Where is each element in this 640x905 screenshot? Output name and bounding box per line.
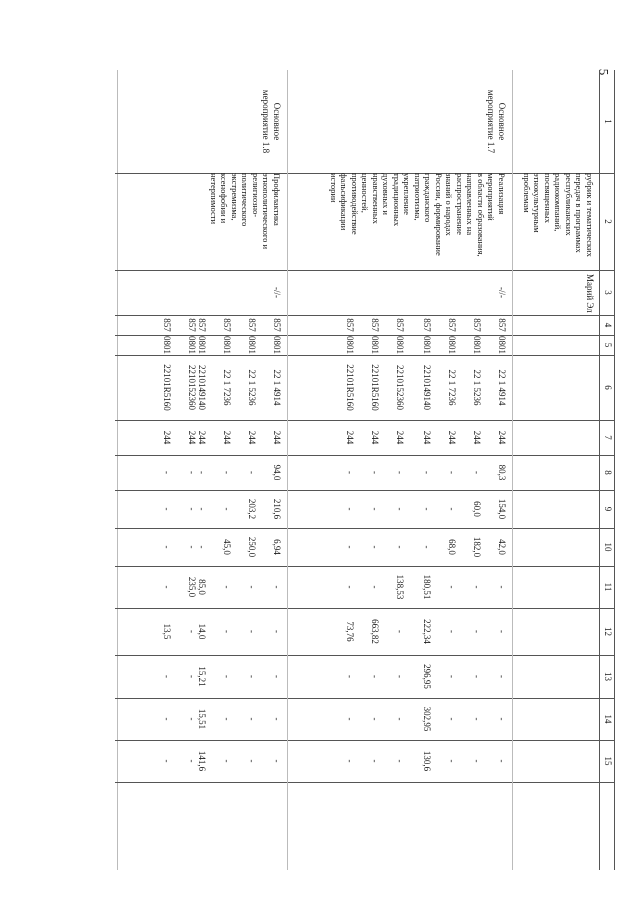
table-cell: 244 bbox=[187, 430, 197, 445]
table-cell: 154,0 bbox=[497, 498, 507, 520]
table-cell: 244 bbox=[447, 430, 457, 445]
table-cell: 250,0 bbox=[247, 536, 257, 558]
table-cell: - bbox=[497, 717, 507, 721]
table-cell: 0801 bbox=[497, 336, 507, 354]
table-cell: - bbox=[345, 585, 355, 589]
table-cell: - bbox=[345, 717, 355, 721]
table-cell: 80,3 bbox=[497, 464, 507, 481]
table-cell: - bbox=[370, 585, 380, 589]
table-cell: 857 bbox=[345, 318, 355, 332]
table-cell: - bbox=[422, 471, 432, 474]
table-cell: - bbox=[497, 675, 507, 678]
table-cell: 244 bbox=[497, 430, 507, 445]
table-cell: - bbox=[162, 545, 172, 549]
column-header: 6 bbox=[603, 385, 613, 390]
description-line: России, формирование bbox=[434, 173, 444, 256]
table-cell: - bbox=[197, 507, 207, 511]
table-cell: 22 1 4914 bbox=[272, 369, 282, 406]
table-cell: 0801 bbox=[395, 336, 405, 354]
table-cell: - bbox=[447, 471, 457, 474]
description-line: Реализация bbox=[497, 173, 507, 215]
table-cell: - bbox=[472, 630, 482, 633]
table-cell: 235,0 bbox=[187, 576, 197, 598]
table-cell: - bbox=[222, 759, 232, 763]
table-cell: 0801 bbox=[272, 336, 282, 354]
table-cell: - bbox=[187, 759, 197, 763]
description-line: распространение bbox=[455, 173, 465, 235]
description-line: религиозно- bbox=[251, 173, 261, 218]
table-cell: 141,6 bbox=[197, 750, 207, 772]
description-line: политического bbox=[240, 173, 251, 227]
table-cell: - bbox=[187, 675, 197, 678]
table-cell: 857 bbox=[395, 318, 405, 332]
table-cell: 22101R5160 bbox=[345, 364, 355, 411]
table-cell: 244 bbox=[395, 430, 405, 445]
executor: -//- bbox=[497, 287, 507, 298]
table-cell: - bbox=[395, 759, 405, 763]
table-cell: 857 bbox=[222, 318, 232, 332]
continuation-desc-line: посвященных bbox=[543, 173, 553, 223]
table-cell: 0801 bbox=[197, 336, 207, 354]
table-cell: - bbox=[497, 759, 507, 763]
table-cell: - bbox=[370, 675, 380, 678]
table-cell: 302,95 bbox=[422, 706, 432, 732]
header-bottom-border bbox=[599, 70, 600, 870]
table-cell: - bbox=[370, 717, 380, 721]
description-line: знаний о народах bbox=[444, 173, 455, 236]
table-cell: - bbox=[222, 471, 232, 474]
budget-table bbox=[115, 70, 615, 870]
table-cell: - bbox=[395, 675, 405, 678]
table-cell: - bbox=[187, 630, 197, 633]
table-cell: 0801 bbox=[422, 336, 432, 354]
description-line: духовных и bbox=[381, 173, 392, 215]
column-header: 15 bbox=[603, 756, 613, 766]
column-border bbox=[115, 782, 615, 783]
table-cell: - bbox=[370, 545, 380, 549]
column-header: 3 bbox=[603, 290, 613, 295]
table-cell: - bbox=[197, 471, 207, 474]
column-header: 10 bbox=[603, 542, 613, 552]
table-cell: 2210149140 bbox=[197, 365, 207, 410]
table-cell: - bbox=[345, 545, 355, 549]
continuation-desc-line: проблемам bbox=[522, 173, 532, 213]
table-cell: 22 1 7236 bbox=[222, 369, 232, 406]
description-line: традиционных bbox=[392, 173, 402, 227]
table-cell: - bbox=[187, 545, 197, 549]
table-cell: - bbox=[370, 507, 380, 511]
table-cell: 0801 bbox=[370, 336, 380, 354]
table-cell: - bbox=[272, 675, 282, 678]
table-cell: 45,0 bbox=[222, 539, 232, 555]
table-cell: - bbox=[472, 759, 482, 763]
table-cell: - bbox=[187, 471, 197, 474]
table-cell: - bbox=[247, 717, 257, 721]
table-cell: 182,0 bbox=[472, 536, 482, 558]
table-cell: 85,0 bbox=[197, 579, 207, 595]
table-cell: 244 bbox=[162, 430, 172, 445]
table-cell: - bbox=[222, 585, 232, 589]
table-cell: - bbox=[272, 630, 282, 633]
table-cell: 857 bbox=[162, 318, 172, 332]
continuation-desc bbox=[522, 173, 596, 268]
table-cell: - bbox=[162, 507, 172, 511]
table-cell: 857 bbox=[447, 318, 457, 332]
row-separator bbox=[512, 70, 513, 870]
table-cell: - bbox=[472, 717, 482, 721]
table-cell: 857 bbox=[422, 318, 432, 332]
table-cell: 180,51 bbox=[422, 574, 432, 600]
table-cell: - bbox=[222, 507, 232, 511]
table-cell: - bbox=[162, 585, 172, 589]
table-cell: - bbox=[497, 630, 507, 633]
table-cell: - bbox=[345, 507, 355, 511]
table-cell: 94,0 bbox=[272, 464, 282, 481]
table-cell: 22 1 5236 bbox=[247, 369, 257, 406]
measure-name: мероприятие 1.7 bbox=[486, 89, 496, 154]
column-header: 9 bbox=[603, 506, 613, 512]
continuation-desc-line: республиканских bbox=[564, 173, 574, 236]
table-cell: 73,76 bbox=[345, 621, 355, 642]
table-cell: 15,51 bbox=[197, 708, 207, 730]
description-line: ценностей, bbox=[360, 173, 371, 213]
table-cell: 0801 bbox=[247, 336, 257, 354]
table-cell: 0801 bbox=[472, 336, 482, 354]
table-cell: - bbox=[162, 471, 172, 474]
table-cell: - bbox=[370, 759, 380, 763]
table-cell: 15,21 bbox=[197, 666, 207, 687]
table-cell: - bbox=[345, 471, 355, 474]
table-cell: - bbox=[422, 507, 432, 511]
table-cell: - bbox=[370, 471, 380, 474]
table-cell: - bbox=[447, 507, 457, 511]
table-cell: - bbox=[162, 759, 172, 763]
table-cell: 0801 bbox=[187, 336, 197, 354]
table-cell: - bbox=[472, 675, 482, 678]
executor: -//- bbox=[272, 287, 282, 298]
table-cell: 2210152360 bbox=[395, 365, 405, 410]
table-cell: 2210149140 bbox=[422, 365, 432, 410]
table-cell: 857 bbox=[497, 318, 507, 332]
table-cell: - bbox=[222, 630, 232, 633]
table-cell: - bbox=[395, 507, 405, 511]
column-header: 13 bbox=[603, 672, 613, 681]
table-cell: - bbox=[472, 471, 482, 474]
table-cell: - bbox=[345, 759, 355, 763]
table-cell: 857 bbox=[187, 318, 197, 332]
table-cell: 244 bbox=[422, 430, 432, 445]
table-cell: 0801 bbox=[345, 336, 355, 354]
column-header: 7 bbox=[603, 435, 613, 440]
table-cell: - bbox=[395, 717, 405, 721]
description-line: нетерпимости bbox=[209, 173, 219, 225]
table-cell: 663,82 bbox=[370, 619, 380, 644]
continuation-executor: Марий Эл bbox=[585, 274, 595, 313]
table-cell: - bbox=[447, 759, 457, 763]
column-header: 11 bbox=[603, 582, 613, 592]
table-cell: - bbox=[395, 545, 405, 549]
row-separator bbox=[287, 70, 288, 870]
table-cell: - bbox=[447, 585, 457, 589]
description-line: противодействие bbox=[350, 173, 360, 235]
description-line: направленных на bbox=[465, 173, 476, 236]
table-cell: 22101R5160 bbox=[162, 364, 172, 411]
continuation-desc-line: передач в программах bbox=[574, 173, 585, 253]
table-cell: 68,0 bbox=[447, 539, 457, 555]
column-header: 12 bbox=[603, 627, 613, 636]
table-bottom-border bbox=[117, 70, 118, 870]
table-cell: - bbox=[472, 585, 482, 589]
table-cell: - bbox=[247, 759, 257, 763]
measure-description bbox=[329, 173, 508, 268]
table-cell: - bbox=[222, 675, 232, 678]
table-cell: 857 bbox=[197, 318, 207, 332]
table-cell: - bbox=[247, 471, 257, 474]
continuation-desc-line: рубрик и тематических bbox=[585, 173, 595, 257]
table-cell: 14,0 bbox=[197, 623, 207, 640]
table-cell: 13,5 bbox=[162, 623, 172, 640]
description-line: нравственных bbox=[371, 173, 381, 224]
table-cell: 244 bbox=[222, 430, 232, 445]
table-cell: - bbox=[447, 675, 457, 678]
table-cell: 203,2 bbox=[247, 498, 257, 520]
column-header: 1 bbox=[603, 119, 613, 124]
measure-name: Основное bbox=[272, 102, 282, 141]
table-cell: - bbox=[447, 717, 457, 721]
table-cell: - bbox=[497, 585, 507, 589]
table-cell: - bbox=[447, 630, 457, 633]
table-cell: 0801 bbox=[447, 336, 457, 354]
table-cell: - bbox=[272, 717, 282, 721]
table-cell: 296,95 bbox=[422, 664, 432, 689]
table-cell: - bbox=[187, 507, 197, 511]
table-cell: 138,53 bbox=[395, 574, 405, 600]
description-line: Профилактика bbox=[272, 173, 282, 226]
table-cell: 210,6 bbox=[272, 498, 282, 520]
table-cell: 130,6 bbox=[422, 750, 432, 772]
table-cell: - bbox=[422, 545, 432, 549]
table-cell: 0801 bbox=[222, 336, 232, 354]
table-cell: 222,34 bbox=[422, 619, 432, 644]
table-cell: 42,0 bbox=[497, 539, 507, 555]
table-cell: - bbox=[247, 585, 257, 589]
table-cell: - bbox=[272, 759, 282, 763]
table-cell: 0801 bbox=[162, 336, 172, 354]
description-line: экстремизма, bbox=[230, 173, 240, 221]
table-cell: 60,0 bbox=[472, 501, 482, 517]
table-cell: 244 bbox=[272, 430, 282, 445]
table-cell: - bbox=[247, 630, 257, 633]
table-cell: 244 bbox=[370, 430, 380, 445]
measure-name: Основное bbox=[497, 102, 507, 141]
table-cell: - bbox=[395, 630, 405, 633]
description-line: этнополитического и bbox=[261, 173, 272, 250]
table-top-border bbox=[614, 70, 615, 870]
table-cell: 22 1 5236 bbox=[472, 369, 482, 406]
table-cell: 22101R5160 bbox=[370, 364, 380, 411]
column-header: 14 bbox=[603, 714, 613, 724]
table-cell: - bbox=[222, 717, 232, 721]
table-cell: 6,94 bbox=[272, 539, 282, 555]
table-cell: 244 bbox=[345, 430, 355, 445]
measure-description bbox=[209, 173, 283, 268]
column-border bbox=[115, 270, 615, 271]
table-cell: - bbox=[162, 717, 172, 721]
table-cell: - bbox=[272, 585, 282, 589]
continuation-desc-line: радиокомпаний, bbox=[553, 173, 564, 232]
table-cell: 244 bbox=[472, 430, 482, 445]
table-cell: - bbox=[395, 471, 405, 474]
table-cell: - bbox=[197, 545, 207, 549]
description-line: в области образования, bbox=[476, 173, 486, 257]
description-line: патриотизма, bbox=[413, 173, 423, 221]
continuation-desc-line: этнокультурным bbox=[532, 173, 543, 233]
column-header: 2 bbox=[603, 219, 613, 224]
table-cell: - bbox=[187, 717, 197, 721]
description-line: истории bbox=[329, 173, 339, 203]
table-cell: - bbox=[247, 675, 257, 678]
column-header: 5 bbox=[603, 342, 613, 348]
table-cell: 244 bbox=[197, 430, 207, 445]
description-line: мероприятий bbox=[486, 173, 497, 221]
description-line: ксенофобии и bbox=[219, 173, 230, 224]
column-header: 4 bbox=[603, 322, 613, 328]
table-cell: - bbox=[345, 675, 355, 678]
table-cell: 857 bbox=[370, 318, 380, 332]
table-cell: 22 1 7236 bbox=[447, 369, 457, 406]
table-cell: 2210152360 bbox=[187, 365, 197, 410]
page-number: 5 bbox=[595, 68, 611, 76]
description-line: укрепление bbox=[402, 173, 413, 215]
table-cell: 857 bbox=[247, 318, 257, 332]
measure-name: мероприятие 1.8 bbox=[261, 89, 271, 154]
table-cell: 857 bbox=[472, 318, 482, 332]
description-line: фальсификации bbox=[339, 173, 350, 231]
table-cell: 857 bbox=[272, 318, 282, 332]
column-header: 8 bbox=[603, 470, 613, 475]
description-line: гражданского bbox=[423, 173, 434, 223]
table-cell: 244 bbox=[247, 430, 257, 445]
table-cell: 22 1 4914 bbox=[497, 369, 507, 406]
table-cell: - bbox=[162, 675, 172, 678]
